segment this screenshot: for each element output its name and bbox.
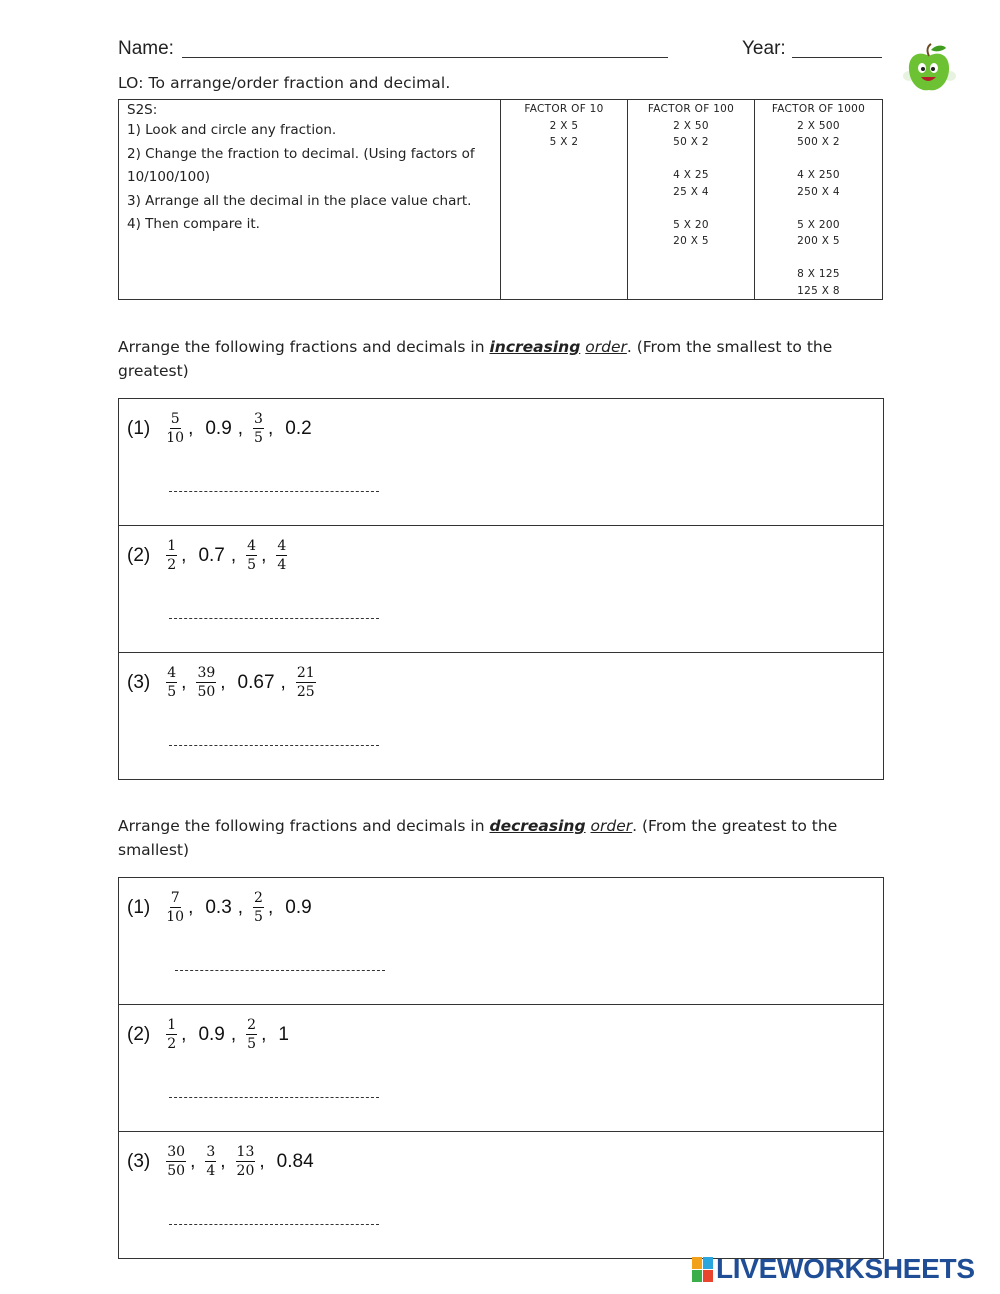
instruction-text: . (From the greatest to the	[632, 817, 838, 835]
liveworksheets-brand: LIVEWORKSHEETS	[716, 1253, 975, 1284]
factor-item: 250 X 4	[797, 185, 840, 198]
factor-of-10-cell	[501, 100, 628, 300]
question-number: (2)	[127, 1023, 151, 1045]
question-number: (2)	[127, 544, 151, 566]
name-label: Name:	[118, 38, 174, 59]
decimal: 0.84	[276, 1150, 314, 1172]
year-input-line[interactable]	[792, 57, 882, 58]
question-row: (2) $\frac{1}{2}$ , 0.9 , $\frac{2}{5}$ , 1	[119, 1004, 883, 1131]
fraction: $\frac{5}{10}$	[166, 411, 185, 446]
s2s-step: 1) Look and circle any fraction.	[127, 122, 337, 138]
factor-item: 50 X 2	[673, 136, 709, 148]
learning-objective: LO: To arrange/order fraction and decimal.	[118, 74, 451, 92]
instruction-text: Arrange the following fractions and decimals in	[118, 817, 490, 835]
fraction: $\frac{3}{5}$	[254, 411, 263, 446]
fraction: $\frac{4}{5}$	[167, 665, 177, 700]
factor-of-1000-cell	[755, 100, 883, 300]
question-row: (3) $\frac{30}{50}$ , $\frac{3}{4}$ , $\frac{13}{20}$ , 0.84	[119, 1131, 883, 1258]
decimal: 0.9	[205, 417, 232, 439]
fraction: $\frac{1}{2}$	[167, 1017, 177, 1052]
instruction-text: . (From the smallest to the	[626, 338, 833, 356]
factor-item: 500 X 2	[797, 136, 840, 148]
year-label: Year:	[742, 38, 786, 59]
fraction: $\frac{3}{4}$	[206, 1144, 216, 1179]
factor-item: 5 X 200	[797, 218, 840, 231]
instruction-text: greatest)	[118, 362, 189, 380]
factor-item: 5 X 20	[673, 218, 709, 231]
factor-of-100-cell	[628, 100, 755, 300]
question-number: (3)	[127, 1150, 151, 1172]
keyword-increasing: increasing	[489, 338, 581, 356]
factor-item: 2 X 5	[549, 119, 579, 132]
fraction: $\frac{1}{2}$	[167, 538, 177, 573]
factor-item: 2 X 50	[673, 119, 709, 132]
fraction: $\frac{2}{5}$	[254, 890, 263, 925]
factor-item: 5 X 2	[549, 136, 579, 148]
decimal: 0.67	[237, 671, 275, 693]
decimal: 0.3	[205, 896, 232, 918]
apple-mascot-icon	[900, 42, 958, 98]
question-number: (1)	[127, 417, 151, 439]
question-row: (1) $\frac{5}{10}$ , 0.9 , $\frac{3}{5}$ , 0.2	[119, 399, 883, 525]
s2s-steps-cell	[119, 100, 501, 300]
keyword-decreasing: decreasing	[489, 817, 586, 835]
s2s-step: 10/100/100)	[127, 169, 211, 185]
liveworksheets-blocks-icon	[692, 1257, 713, 1282]
question-number: (1)	[127, 896, 151, 918]
keyword-order: order	[585, 338, 627, 356]
factor-title: FACTOR OF 100	[647, 103, 735, 115]
fraction: $\frac{2}{5}$	[247, 1017, 257, 1052]
answer-input[interactable]	[169, 602, 379, 619]
answer-input[interactable]	[169, 475, 379, 492]
instruction-text: Arrange the following fractions and decimals in	[118, 338, 490, 356]
liveworksheets-logo	[692, 1253, 975, 1285]
answer-input[interactable]	[169, 1081, 379, 1098]
factor-item: 2 X 500	[797, 119, 840, 132]
fraction: $\frac{13}{20}$	[236, 1144, 255, 1179]
factor-item: 8 X 125	[797, 268, 840, 280]
factor-title: FACTOR OF 1000	[771, 103, 866, 115]
decimal: 0.9	[198, 1023, 225, 1045]
instruction-text: smallest)	[118, 841, 190, 859]
s2s-step: 4) Then compare it.	[127, 216, 260, 232]
question-row: (1) $\frac{7}{10}$ , 0.3 , $\frac{2}{5}$ , 0.9	[119, 878, 883, 1004]
increasing-questions-box	[118, 398, 884, 780]
name-input-line[interactable]	[182, 57, 668, 58]
factor-item: 4 X 25	[673, 169, 709, 181]
fraction: $\frac{39}{50}$	[197, 665, 216, 700]
s2s-step: 2) Change the fraction to decimal. (Using factors of	[127, 145, 475, 162]
question-row: (2) $\frac{1}{2}$ , 0.7 , $\frac{4}{5}$ , $\frac{4}{4}$	[119, 525, 883, 652]
fraction: $\frac{7}{10}$	[166, 890, 185, 925]
keyword-order: order	[590, 817, 633, 835]
fraction: $\frac{30}{50}$	[167, 1144, 186, 1179]
s2s-table	[118, 99, 883, 300]
s2s-step: 3) Arrange all the decimal in the place value chart.	[127, 192, 472, 209]
decimal: 0.9	[285, 896, 312, 918]
answer-input[interactable]	[175, 954, 385, 971]
fraction: $\frac{4}{5}$	[247, 538, 257, 573]
fraction: $\frac{21}{25}$	[296, 665, 315, 700]
s2s-title: S2S:	[127, 102, 158, 118]
factor-title: FACTOR OF 10	[524, 103, 604, 115]
decimal: 0.2	[285, 417, 312, 439]
question-number: (3)	[127, 671, 151, 693]
factor-item: 25 X 4	[673, 185, 709, 198]
factor-item: 200 X 5	[797, 235, 840, 247]
decreasing-instruction	[118, 814, 878, 862]
answer-input[interactable]	[169, 729, 379, 746]
fraction: $\frac{4}{4}$	[277, 538, 287, 573]
decreasing-questions-box	[118, 877, 884, 1259]
answer-input[interactable]	[169, 1208, 379, 1225]
factor-item: 20 X 5	[673, 235, 709, 247]
decimal: 1	[278, 1023, 289, 1045]
decimal: 0.7	[198, 544, 225, 566]
factor-item: 125 X 8	[797, 284, 840, 297]
factor-item: 4 X 250	[797, 169, 840, 181]
question-row: (3) $\frac{4}{5}$ , $\frac{39}{50}$ , 0.67 , $\frac{21}{25}$	[119, 652, 883, 779]
increasing-instruction	[118, 335, 878, 383]
